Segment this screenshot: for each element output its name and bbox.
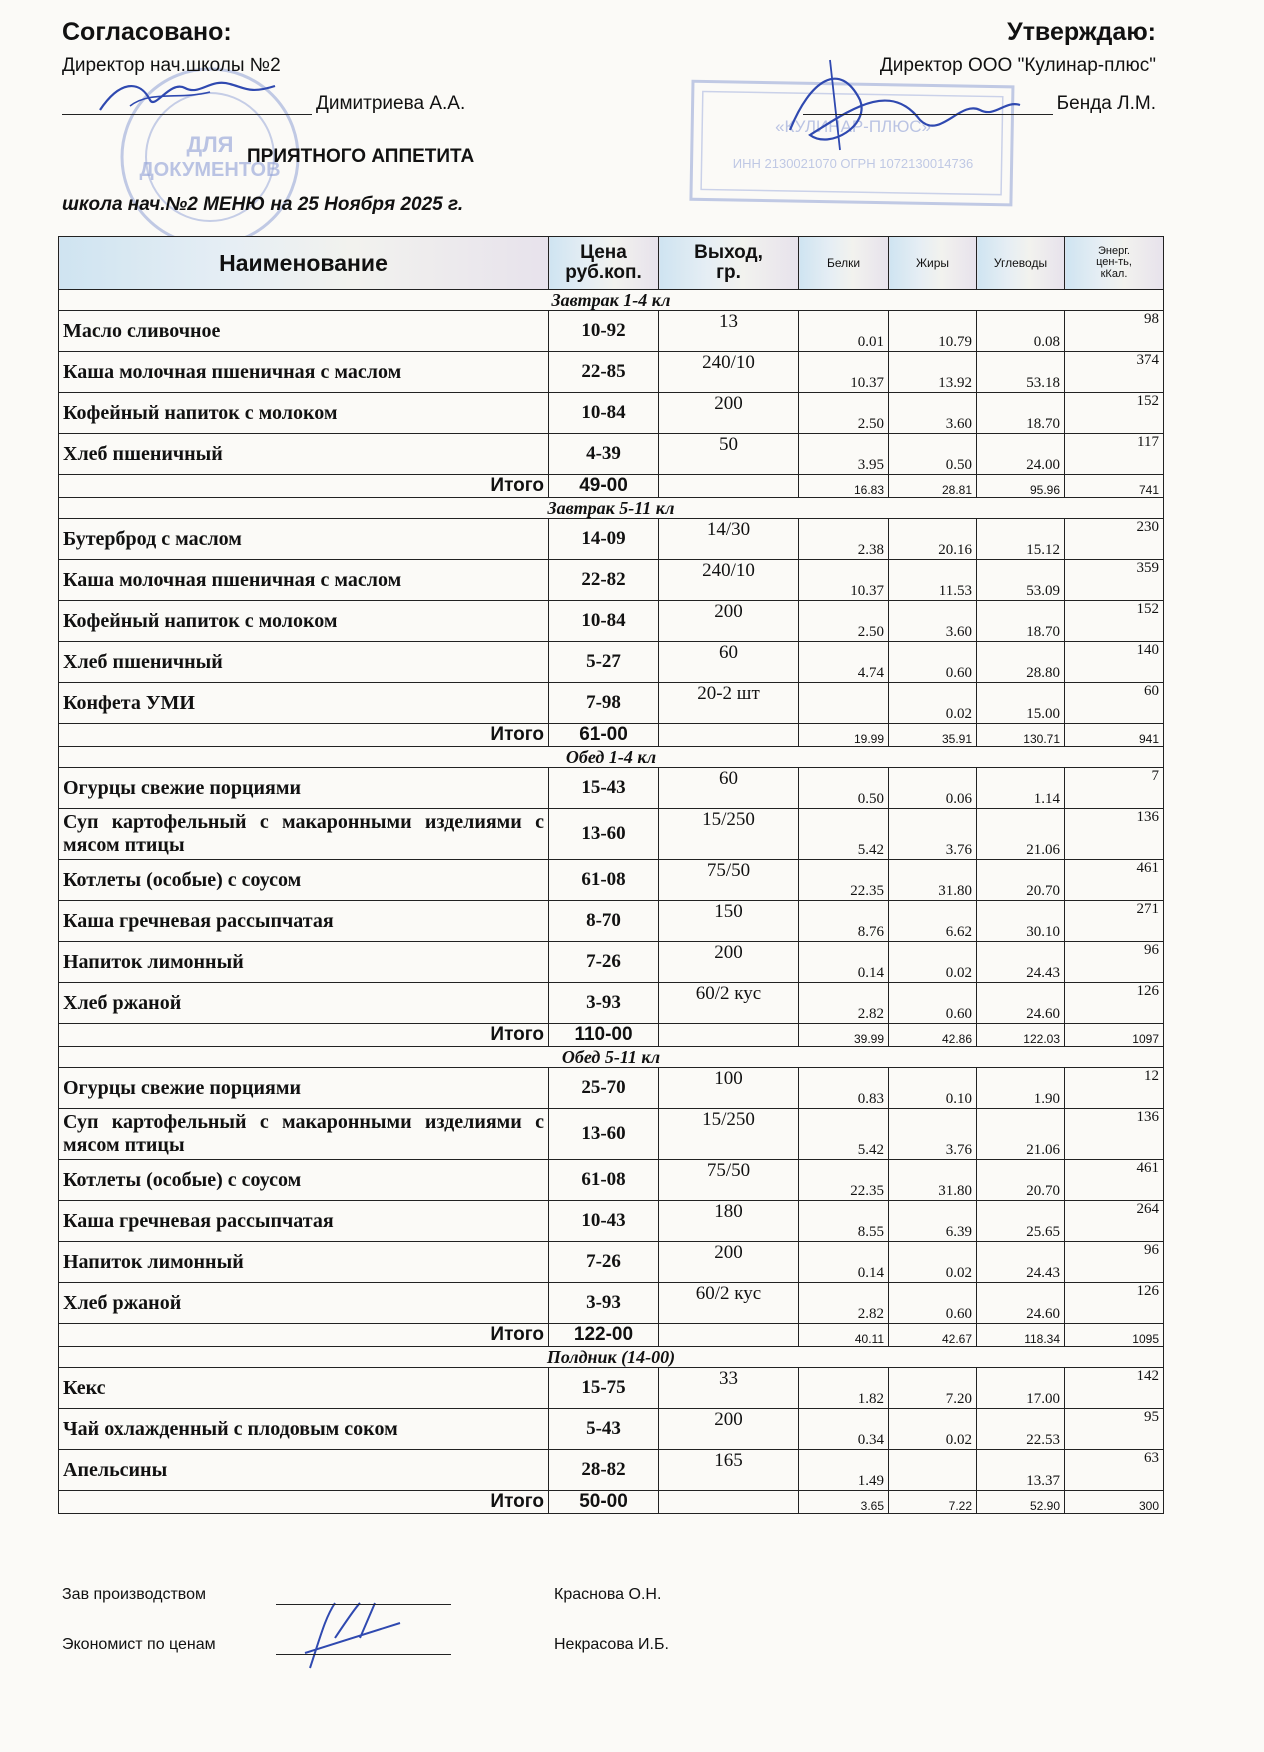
dish-carbs: 20.70 bbox=[977, 860, 1065, 901]
dish-fat: 0.02 bbox=[889, 1409, 977, 1450]
section-row bbox=[59, 498, 1164, 519]
total-protein: 40.11 bbox=[799, 1324, 889, 1347]
dish-output: 50 bbox=[659, 434, 799, 475]
dish-fat: 6.39 bbox=[889, 1201, 977, 1242]
total-protein: 16.83 bbox=[799, 475, 889, 498]
dish-energy: 126 bbox=[1065, 1283, 1164, 1324]
total-output bbox=[659, 724, 799, 747]
dish-energy: 136 bbox=[1065, 1109, 1164, 1160]
dish-output: 14/30 bbox=[659, 519, 799, 560]
total-fat: 42.67 bbox=[889, 1324, 977, 1347]
agreed-position: Директор нач.школы №2 bbox=[62, 55, 281, 76]
total-label: Итого bbox=[59, 724, 549, 747]
total-price: 50-00 bbox=[549, 1491, 659, 1514]
total-price: 49-00 bbox=[549, 475, 659, 498]
dish-output: 165 bbox=[659, 1450, 799, 1491]
dish-fat: 31.80 bbox=[889, 860, 977, 901]
dish-name: Каша молочная пшеничная с маслом bbox=[59, 352, 549, 393]
table-row bbox=[59, 352, 1164, 393]
table-row bbox=[59, 601, 1164, 642]
table-row bbox=[59, 1109, 1164, 1160]
dish-name: Хлеб пшеничный bbox=[59, 642, 549, 683]
total-fat: 35.91 bbox=[889, 724, 977, 747]
dish-protein: 3.95 bbox=[799, 434, 889, 475]
dish-fat: 11.53 bbox=[889, 560, 977, 601]
table-row bbox=[59, 942, 1164, 983]
dish-output: 15/250 bbox=[659, 1109, 799, 1160]
header-price-line1: Цена bbox=[580, 242, 627, 264]
dish-fat: 3.60 bbox=[889, 601, 977, 642]
economist-name: Некрасова И.Б. bbox=[554, 1636, 669, 1653]
total-energy: 300 bbox=[1065, 1491, 1164, 1514]
dish-fat: 3.60 bbox=[889, 393, 977, 434]
section-title: Полдник (14-00) bbox=[59, 1347, 1164, 1368]
table-row bbox=[59, 901, 1164, 942]
total-row bbox=[59, 724, 1164, 747]
header-output-line2: гр. bbox=[716, 262, 741, 283]
dish-output: 75/50 bbox=[659, 860, 799, 901]
header-output bbox=[659, 237, 799, 290]
agreed-block bbox=[62, 18, 582, 115]
dish-protein: 22.35 bbox=[799, 1160, 889, 1201]
dish-name: Каша молочная пшеничная с маслом bbox=[59, 560, 549, 601]
total-protein: 19.99 bbox=[799, 724, 889, 747]
dish-name: Огурцы свежие порциями bbox=[59, 768, 549, 809]
dish-protein: 2.82 bbox=[799, 1283, 889, 1324]
agreed-sign-line bbox=[62, 90, 312, 115]
total-carbs: 52.90 bbox=[977, 1491, 1065, 1514]
dish-fat: 0.02 bbox=[889, 942, 977, 983]
dish-price: 10-84 bbox=[549, 601, 659, 642]
dish-fat: 3.76 bbox=[889, 1109, 977, 1160]
dish-price: 7-98 bbox=[549, 683, 659, 724]
dish-protein: 0.14 bbox=[799, 1242, 889, 1283]
dish-protein: 8.55 bbox=[799, 1201, 889, 1242]
dish-protein: 0.34 bbox=[799, 1409, 889, 1450]
dish-protein: 1.82 bbox=[799, 1368, 889, 1409]
header-energy-line1: Энерг. bbox=[1098, 244, 1130, 257]
dish-fat: 0.02 bbox=[889, 1242, 977, 1283]
table-row bbox=[59, 860, 1164, 901]
dish-price: 3-93 bbox=[549, 1283, 659, 1324]
dish-carbs: 21.06 bbox=[977, 809, 1065, 860]
dish-energy: 359 bbox=[1065, 560, 1164, 601]
dish-energy: 136 bbox=[1065, 809, 1164, 860]
economist-sign-line bbox=[276, 1654, 451, 1655]
dish-fat: 0.60 bbox=[889, 642, 977, 683]
total-carbs: 95.96 bbox=[977, 475, 1065, 498]
dish-protein: 2.38 bbox=[799, 519, 889, 560]
header-name: Наименование bbox=[59, 237, 549, 290]
dish-carbs: 53.18 bbox=[977, 352, 1065, 393]
header-protein: Белки bbox=[799, 237, 889, 290]
dish-name: Бутерброд с маслом bbox=[59, 519, 549, 560]
dish-carbs: 24.60 bbox=[977, 983, 1065, 1024]
dish-carbs: 24.00 bbox=[977, 434, 1065, 475]
section-row bbox=[59, 1347, 1164, 1368]
dish-price: 10-92 bbox=[549, 311, 659, 352]
approve-title: Утверждаю: bbox=[1007, 18, 1156, 46]
agreed-name: Димитриева А.А. bbox=[316, 93, 466, 114]
dish-energy: 96 bbox=[1065, 942, 1164, 983]
dish-name: Хлеб пшеничный bbox=[59, 434, 549, 475]
dish-price: 15-75 bbox=[549, 1368, 659, 1409]
dish-fat: 13.92 bbox=[889, 352, 977, 393]
table-row bbox=[59, 1242, 1164, 1283]
dish-energy: 142 bbox=[1065, 1368, 1164, 1409]
agreed-sign-row bbox=[62, 85, 582, 115]
table-row bbox=[59, 1409, 1164, 1450]
total-row bbox=[59, 1024, 1164, 1047]
dish-carbs: 53.09 bbox=[977, 560, 1065, 601]
dish-output: 20-2 шт bbox=[659, 683, 799, 724]
dish-output: 60/2 кус bbox=[659, 983, 799, 1024]
dish-price: 13-60 bbox=[549, 1109, 659, 1160]
total-protein: 39.99 bbox=[799, 1024, 889, 1047]
dish-output: 13 bbox=[659, 311, 799, 352]
dish-output: 200 bbox=[659, 942, 799, 983]
dish-fat: 20.16 bbox=[889, 519, 977, 560]
dish-carbs: 1.14 bbox=[977, 768, 1065, 809]
total-energy: 1097 bbox=[1065, 1024, 1164, 1047]
total-fat: 7.22 bbox=[889, 1491, 977, 1514]
dish-carbs: 18.70 bbox=[977, 601, 1065, 642]
dish-energy: 96 bbox=[1065, 1242, 1164, 1283]
dish-protein: 5.42 bbox=[799, 809, 889, 860]
dish-name: Котлеты (особые) с соусом bbox=[59, 860, 549, 901]
total-price: 122-00 bbox=[549, 1324, 659, 1347]
total-price: 61-00 bbox=[549, 724, 659, 747]
total-output bbox=[659, 1491, 799, 1514]
total-label: Итого bbox=[59, 1491, 549, 1514]
approve-sign-line bbox=[803, 90, 1053, 115]
dish-carbs: 20.70 bbox=[977, 1160, 1065, 1201]
total-protein: 3.65 bbox=[799, 1491, 889, 1514]
dish-carbs: 24.43 bbox=[977, 1242, 1065, 1283]
dish-name: Суп картофельный с макаронными изделиями с мясом птицы bbox=[59, 809, 549, 860]
dish-name: Каша гречневая рассыпчатая bbox=[59, 1201, 549, 1242]
dish-price: 13-60 bbox=[549, 809, 659, 860]
dish-energy: 60 bbox=[1065, 683, 1164, 724]
total-row bbox=[59, 1491, 1164, 1514]
dish-price: 15-43 bbox=[549, 768, 659, 809]
dish-output: 200 bbox=[659, 393, 799, 434]
dish-energy: 271 bbox=[1065, 901, 1164, 942]
greeting: ПРИЯТНОГО АППЕТИТА bbox=[247, 146, 475, 167]
header-energy-line3: кКал. bbox=[1100, 267, 1128, 280]
dish-name: Хлеб ржаной bbox=[59, 1283, 549, 1324]
dish-fat: 0.60 bbox=[889, 1283, 977, 1324]
total-label: Итого bbox=[59, 1024, 549, 1047]
svg-text:ДОКУМЕНТОВ: ДОКУМЕНТОВ bbox=[139, 159, 281, 181]
total-row bbox=[59, 1324, 1164, 1347]
total-output bbox=[659, 1324, 799, 1347]
dish-price: 25-70 bbox=[549, 1068, 659, 1109]
dish-carbs: 25.65 bbox=[977, 1201, 1065, 1242]
table-row bbox=[59, 311, 1164, 352]
approve-sign-row bbox=[596, 85, 1156, 115]
dish-output: 200 bbox=[659, 1409, 799, 1450]
dish-price: 10-43 bbox=[549, 1201, 659, 1242]
dish-price: 61-08 bbox=[549, 860, 659, 901]
total-output bbox=[659, 1024, 799, 1047]
dish-name: Кофейный напиток с молоком bbox=[59, 601, 549, 642]
dish-protein: 4.74 bbox=[799, 642, 889, 683]
dish-energy: 461 bbox=[1065, 1160, 1164, 1201]
table-row bbox=[59, 683, 1164, 724]
economist-signature bbox=[300, 1598, 410, 1678]
dish-name: Хлеб ржаной bbox=[59, 983, 549, 1024]
dish-fat: 0.02 bbox=[889, 683, 977, 724]
dish-name: Кофейный напиток с молоком bbox=[59, 393, 549, 434]
dish-price: 22-85 bbox=[549, 352, 659, 393]
dish-fat: 31.80 bbox=[889, 1160, 977, 1201]
total-carbs: 122.03 bbox=[977, 1024, 1065, 1047]
dish-name: Напиток лимонный bbox=[59, 942, 549, 983]
dish-protein: 5.42 bbox=[799, 1109, 889, 1160]
header-price-line2: руб.коп. bbox=[565, 262, 642, 283]
dish-fat: 7.20 bbox=[889, 1368, 977, 1409]
header-carbs: Углеводы bbox=[977, 237, 1065, 290]
dish-carbs: 1.90 bbox=[977, 1068, 1065, 1109]
dish-price: 61-08 bbox=[549, 1160, 659, 1201]
dish-carbs: 0.08 bbox=[977, 311, 1065, 352]
svg-text:«КУЛИНАР-ПЛЮС»: «КУЛИНАР-ПЛЮС» bbox=[775, 117, 931, 136]
total-energy: 1095 bbox=[1065, 1324, 1164, 1347]
table-header-row bbox=[59, 237, 1164, 290]
dish-fat: 6.62 bbox=[889, 901, 977, 942]
dish-protein: 22.35 bbox=[799, 860, 889, 901]
table-row bbox=[59, 1368, 1164, 1409]
dish-carbs: 17.00 bbox=[977, 1368, 1065, 1409]
dish-energy: 152 bbox=[1065, 393, 1164, 434]
section-title: Обед 5-11 кл bbox=[59, 1047, 1164, 1068]
dish-protein: 0.01 bbox=[799, 311, 889, 352]
table-row bbox=[59, 393, 1164, 434]
dish-output: 200 bbox=[659, 601, 799, 642]
total-output bbox=[659, 475, 799, 498]
dish-carbs: 24.60 bbox=[977, 1283, 1065, 1324]
dish-price: 14-09 bbox=[549, 519, 659, 560]
dish-energy: 126 bbox=[1065, 983, 1164, 1024]
table-row bbox=[59, 1160, 1164, 1201]
table-row bbox=[59, 1068, 1164, 1109]
dish-protein: 0.50 bbox=[799, 768, 889, 809]
dish-carbs: 22.53 bbox=[977, 1409, 1065, 1450]
dish-output: 150 bbox=[659, 901, 799, 942]
approve-name: Бенда Л.М. bbox=[1056, 93, 1156, 114]
dish-protein: 2.82 bbox=[799, 983, 889, 1024]
production-label: Зав производством bbox=[62, 1586, 206, 1603]
table-row bbox=[59, 434, 1164, 475]
dish-output: 100 bbox=[659, 1068, 799, 1109]
dish-energy: 374 bbox=[1065, 352, 1164, 393]
svg-text:ИНН 2130021070 ОГРН 10721300: ИНН 2130021070 ОГРН 1072130014736 bbox=[732, 156, 974, 171]
section-title: Завтрак 5-11 кл bbox=[59, 498, 1164, 519]
section-row bbox=[59, 290, 1164, 311]
dish-energy: 461 bbox=[1065, 860, 1164, 901]
dish-energy: 140 bbox=[1065, 642, 1164, 683]
dish-fat: 0.50 bbox=[889, 434, 977, 475]
production-name: Краснова О.Н. bbox=[554, 1586, 662, 1603]
dish-price: 5-27 bbox=[549, 642, 659, 683]
dish-price: 8-70 bbox=[549, 901, 659, 942]
dish-protein: 10.37 bbox=[799, 560, 889, 601]
dish-output: 180 bbox=[659, 1201, 799, 1242]
dish-output: 33 bbox=[659, 1368, 799, 1409]
table-row bbox=[59, 1450, 1164, 1491]
table-row bbox=[59, 1201, 1164, 1242]
dish-protein: 8.76 bbox=[799, 901, 889, 942]
section-title: Обед 1-4 кл bbox=[59, 747, 1164, 768]
dish-fat: 0.60 bbox=[889, 983, 977, 1024]
dish-fat: 0.10 bbox=[889, 1068, 977, 1109]
total-energy: 741 bbox=[1065, 475, 1164, 498]
dish-protein: 0.83 bbox=[799, 1068, 889, 1109]
dish-price: 3-93 bbox=[549, 983, 659, 1024]
table-row bbox=[59, 983, 1164, 1024]
section-row bbox=[59, 1047, 1164, 1068]
header-energy bbox=[1065, 237, 1164, 290]
dish-carbs: 21.06 bbox=[977, 1109, 1065, 1160]
dish-energy: 98 bbox=[1065, 311, 1164, 352]
approve-position: Директор ООО "Кулинар-плюс" bbox=[879, 55, 1156, 76]
total-fat: 28.81 bbox=[889, 475, 977, 498]
dish-output: 240/10 bbox=[659, 560, 799, 601]
dish-price: 10-84 bbox=[549, 393, 659, 434]
dish-output: 60 bbox=[659, 768, 799, 809]
dish-energy: 264 bbox=[1065, 1201, 1164, 1242]
dish-name: Масло сливочное bbox=[59, 311, 549, 352]
economist-label: Экономист по ценам bbox=[62, 1636, 216, 1653]
dish-output: 200 bbox=[659, 1242, 799, 1283]
dish-energy: 12 bbox=[1065, 1068, 1164, 1109]
dish-protein: 10.37 bbox=[799, 352, 889, 393]
dish-energy: 95 bbox=[1065, 1409, 1164, 1450]
dish-carbs: 28.80 bbox=[977, 642, 1065, 683]
dish-energy: 63 bbox=[1065, 1450, 1164, 1491]
menu-table-body bbox=[59, 290, 1164, 1514]
header-price bbox=[549, 237, 659, 290]
total-energy: 941 bbox=[1065, 724, 1164, 747]
table-row bbox=[59, 519, 1164, 560]
table-row bbox=[59, 1283, 1164, 1324]
dish-name: Напиток лимонный bbox=[59, 1242, 549, 1283]
dish-energy: 152 bbox=[1065, 601, 1164, 642]
table-row bbox=[59, 642, 1164, 683]
dish-price: 5-43 bbox=[549, 1409, 659, 1450]
dish-name: Каша гречневая рассыпчатая bbox=[59, 901, 549, 942]
dish-carbs: 24.43 bbox=[977, 942, 1065, 983]
dish-output: 60 bbox=[659, 642, 799, 683]
dish-fat: 0.06 bbox=[889, 768, 977, 809]
dish-energy: 7 bbox=[1065, 768, 1164, 809]
header-fat: Жиры bbox=[889, 237, 977, 290]
section-row bbox=[59, 747, 1164, 768]
dish-carbs: 18.70 bbox=[977, 393, 1065, 434]
table-row bbox=[59, 809, 1164, 860]
dish-protein: 2.50 bbox=[799, 393, 889, 434]
dish-fat: 10.79 bbox=[889, 311, 977, 352]
dish-price: 28-82 bbox=[549, 1450, 659, 1491]
dish-fat bbox=[889, 1450, 977, 1491]
dish-carbs: 15.00 bbox=[977, 683, 1065, 724]
dish-carbs: 13.37 bbox=[977, 1450, 1065, 1491]
total-row bbox=[59, 475, 1164, 498]
dish-carbs: 15.12 bbox=[977, 519, 1065, 560]
table-row bbox=[59, 560, 1164, 601]
dish-name: Конфета УМИ bbox=[59, 683, 549, 724]
total-label: Итого bbox=[59, 475, 549, 498]
header-energy-line2: цен-ть, bbox=[1096, 256, 1132, 269]
svg-text:ДЛЯ: ДЛЯ bbox=[186, 132, 234, 157]
dish-name: Котлеты (особые) с соусом bbox=[59, 1160, 549, 1201]
dish-name: Апельсины bbox=[59, 1450, 549, 1491]
agreed-title: Согласовано: bbox=[62, 18, 232, 46]
dish-protein: 0.14 bbox=[799, 942, 889, 983]
dish-energy: 230 bbox=[1065, 519, 1164, 560]
dish-output: 60/2 кус bbox=[659, 1283, 799, 1324]
dish-protein: 2.50 bbox=[799, 601, 889, 642]
dish-price: 4-39 bbox=[549, 434, 659, 475]
menu-table bbox=[58, 236, 1164, 1514]
total-carbs: 130.71 bbox=[977, 724, 1065, 747]
total-carbs: 118.34 bbox=[977, 1324, 1065, 1347]
header-output-line1: Выход, bbox=[694, 242, 763, 264]
dish-carbs: 30.10 bbox=[977, 901, 1065, 942]
dish-output: 240/10 bbox=[659, 352, 799, 393]
dish-name: Суп картофельный с макаронными изделиями с мясом птицы bbox=[59, 1109, 549, 1160]
total-fat: 42.86 bbox=[889, 1024, 977, 1047]
dish-protein bbox=[799, 683, 889, 724]
dish-name: Огурцы свежие порциями bbox=[59, 1068, 549, 1109]
dish-name: Чай охлажденный с плодовым соком bbox=[59, 1409, 549, 1450]
dish-output: 75/50 bbox=[659, 1160, 799, 1201]
dish-protein: 1.49 bbox=[799, 1450, 889, 1491]
dish-fat: 3.76 bbox=[889, 809, 977, 860]
menu-title: школа нач.№2 МЕНЮ на 25 Ноября 2025 г. bbox=[62, 194, 464, 215]
dish-output: 15/250 bbox=[659, 809, 799, 860]
production-sign-line bbox=[276, 1604, 451, 1605]
total-label: Итого bbox=[59, 1324, 549, 1347]
approve-block bbox=[596, 18, 1156, 115]
dish-energy: 117 bbox=[1065, 434, 1164, 475]
total-price: 110-00 bbox=[549, 1024, 659, 1047]
section-title: Завтрак 1-4 кл bbox=[59, 290, 1164, 311]
dish-price: 7-26 bbox=[549, 1242, 659, 1283]
table-row bbox=[59, 768, 1164, 809]
dish-name: Кекс bbox=[59, 1368, 549, 1409]
dish-price: 22-82 bbox=[549, 560, 659, 601]
dish-price: 7-26 bbox=[549, 942, 659, 983]
